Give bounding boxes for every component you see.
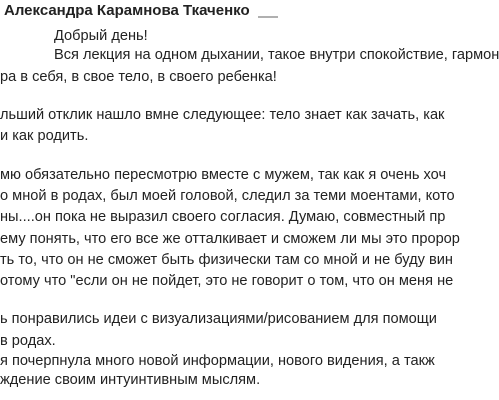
comment-line: я почерпнула много новой информации, нового видения, а такж [0,353,435,369]
comment-line: льший отклик нашло вмне следующее: тело знает как зачать, как [0,107,445,123]
comment-line: ь понравились идеи с визуализациями/рисованием для помощи [0,311,437,327]
comment-line: и как родить. [0,128,89,144]
comment-line: Вся лекция на одном дыхании, такое внутри спокойствие, гармон [54,47,499,63]
comment-line: Добрый день! [54,28,148,44]
comment-line: ему понять, что его все же отталкивает и сможем ли мы это пророр [0,231,460,247]
comment-line: ра в себя, в свое тело, в своего ребенка! [0,69,277,85]
comment-line: о мной в родах, был моей головой, следил за теми моентами, кото [0,188,455,204]
comment-line: отому что "если он не пойдет, это не говорит о том, что он меня не [0,273,454,289]
comment-line: мю обязательно пересмотрю вместе с мужем, так как я очень хоч [0,167,447,183]
author-name[interactable]: Александра Карамнова Ткаченко [4,2,250,19]
header-underline-divider [258,16,278,18]
comment-line: ны....он пока не выразил своего согласия. Думаю, совместный пр [0,209,446,225]
comment-line: в родах. [0,333,56,349]
comment-line: ждение своим интуинтивным мыслям. [0,372,261,388]
comment-line: ть то, что он не сможет быть физически там со мной и не буду вин [0,252,453,268]
